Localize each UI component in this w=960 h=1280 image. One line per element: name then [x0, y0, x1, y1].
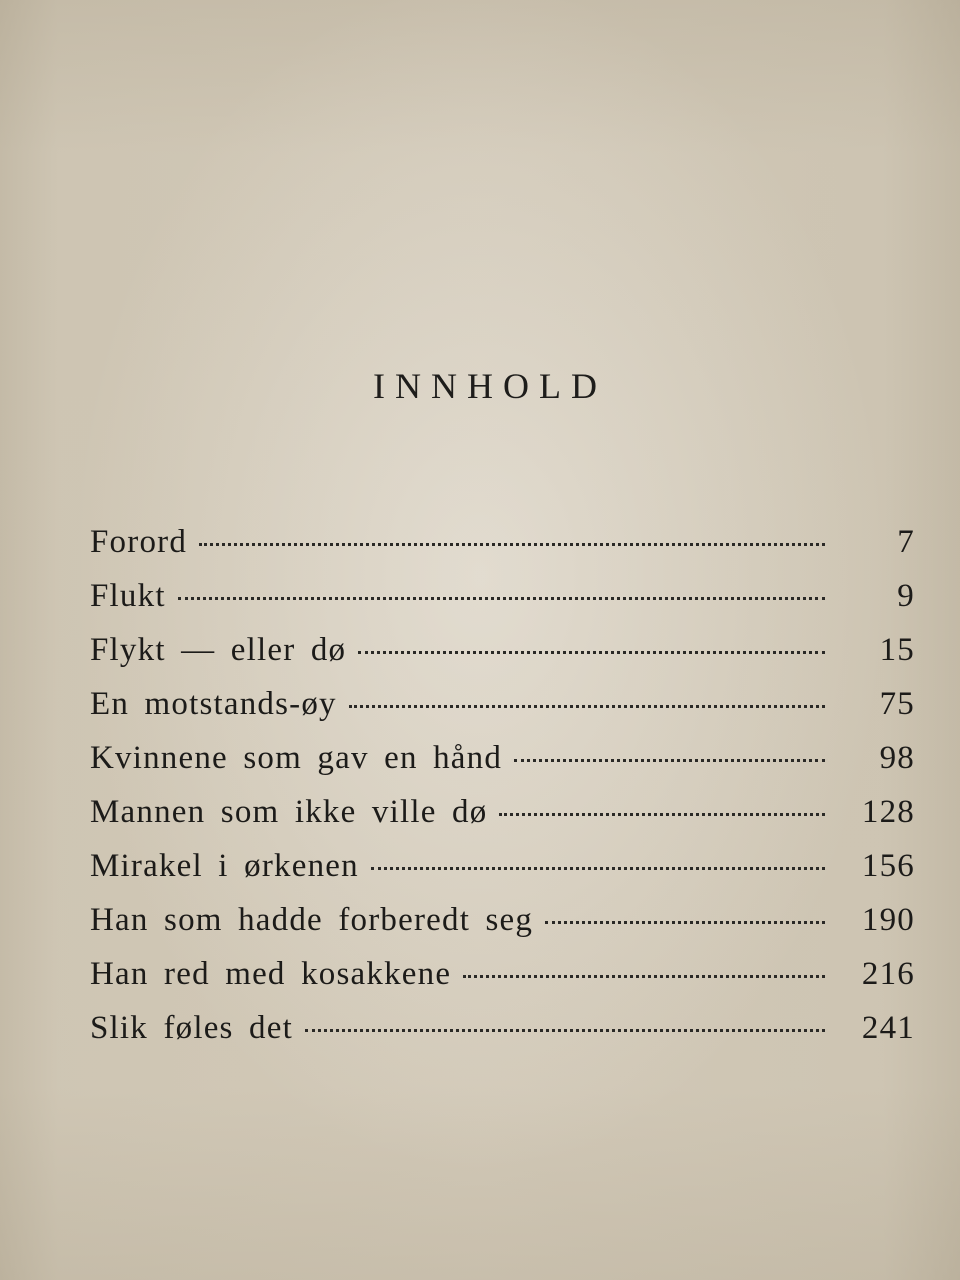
toc-entry-title: Flykt — eller dø: [90, 632, 347, 668]
toc-entry-page: 98: [879, 740, 915, 776]
toc-entry-page: 75: [879, 686, 915, 722]
toc-entry-title: Han som hadde forberedt seg: [90, 902, 534, 938]
table-of-contents: [90, 515, 915, 1055]
dot-leader: [499, 813, 825, 816]
toc-entry: [90, 893, 915, 947]
toc-entry: [90, 947, 915, 1001]
toc-entry-page: 190: [861, 902, 915, 938]
toc-entry-page: 7: [897, 524, 915, 560]
toc-entry: [90, 785, 915, 839]
dot-leader: [358, 651, 825, 654]
toc-entry: [90, 623, 915, 677]
toc-entry-page: 15: [879, 632, 915, 668]
toc-entry: [90, 677, 915, 731]
toc-entry-page: 9: [897, 578, 915, 614]
toc-entry-title: Kvinnene som gav en hånd: [90, 740, 503, 776]
toc-entry-title: Slik føles det: [90, 1010, 293, 1046]
toc-entry: [90, 569, 915, 623]
toc-entry: [90, 839, 915, 893]
dot-leader: [199, 543, 825, 546]
page-title: INNHOLD: [373, 366, 607, 406]
toc-entry-page: 241: [861, 1010, 915, 1046]
dot-leader: [371, 867, 825, 870]
toc-entry: [90, 515, 915, 569]
toc-entry: [90, 1001, 915, 1055]
toc-entry-title: Mirakel i ørkenen: [90, 848, 359, 884]
toc-entry-page: 156: [861, 848, 915, 884]
toc-entry: [90, 731, 915, 785]
toc-entry-title: Han red med kosakkene: [90, 956, 452, 992]
dot-leader: [514, 759, 825, 762]
dot-leader: [305, 1029, 825, 1032]
toc-entry-page: 128: [861, 794, 915, 830]
dot-leader: [349, 705, 825, 708]
toc-entry-title: Forord: [90, 524, 188, 560]
toc-entry-page: 216: [861, 956, 915, 992]
dot-leader: [545, 921, 825, 924]
dot-leader: [463, 975, 825, 978]
dot-leader: [178, 597, 825, 600]
toc-entry-title: Mannen som ikke ville dø: [90, 794, 488, 830]
toc-entry-title: En motstands-øy: [90, 686, 337, 722]
toc-entry-title: Flukt: [90, 578, 166, 614]
